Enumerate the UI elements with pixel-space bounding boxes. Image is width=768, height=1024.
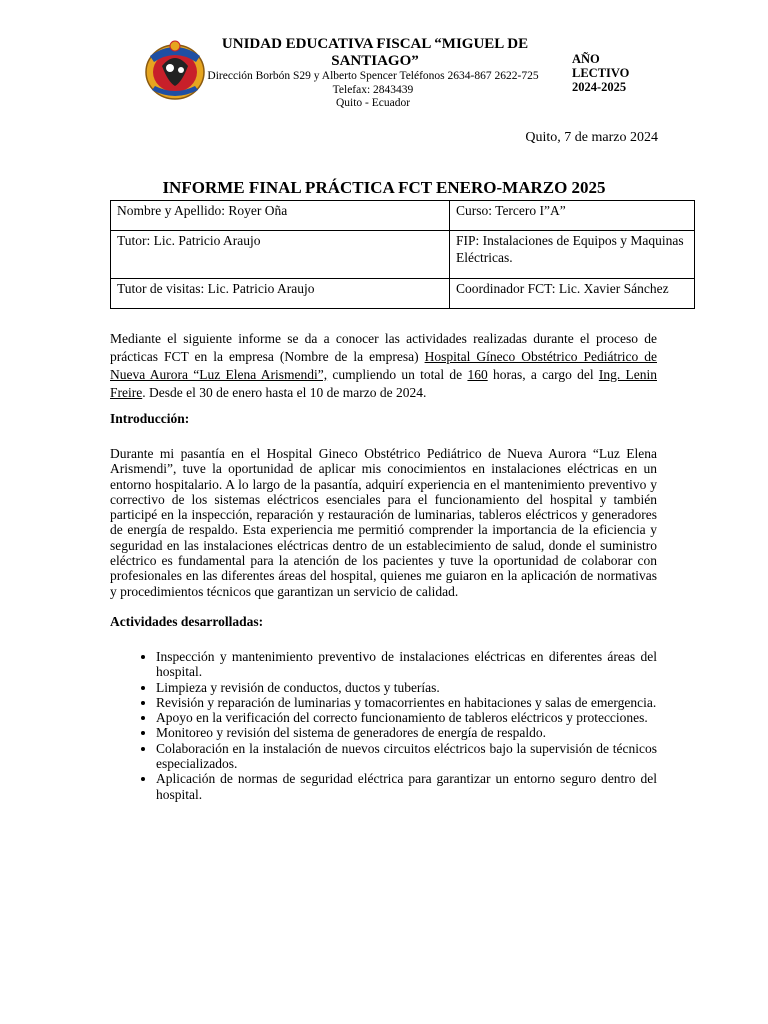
- summary-text: cumpliendo un total de: [327, 367, 468, 382]
- intro-heading: Introducción:: [110, 411, 190, 426]
- school-year-block: [572, 52, 629, 94]
- year-value: 2024-2025: [572, 80, 627, 94]
- summary-text: Mediante el siguiente informe se da a conocer las actividades realizadas durante el proceso de prácticas FCT en la empresa (Nombre de la empresa): [110, 331, 657, 364]
- report-body: [110, 330, 657, 802]
- list-item: • Aplicación de normas de seguridad eléctrica para garantizar un entorno seguro dentro del hospital.: [156, 771, 657, 802]
- city-line: Quito - Ecuador: [335, 97, 411, 109]
- year-label-1: AÑO: [572, 52, 600, 66]
- table-cell: FIP: Instalaciones de Equipos y Maquinas Eléctricas.: [450, 231, 695, 279]
- school-contact: [198, 70, 548, 111]
- table-cell: Tutor de visitas: Lic. Patricio Araujo: [111, 279, 450, 309]
- letterhead: [140, 36, 640, 116]
- fax-line: Telefax: 2843439: [332, 83, 414, 96]
- list-item: • Apoyo en la verificación del correcto funcionamiento de tableros eléctricos y protecciones.: [156, 710, 657, 725]
- table-cell: Nombre y Apellido: Royer Oña: [111, 201, 450, 231]
- activities-list: [110, 649, 657, 802]
- table-cell: Coordinador FCT: Lic. Xavier Sánchez: [450, 279, 695, 309]
- total-hours: 160: [467, 367, 488, 382]
- report-title: INFORME FINAL PRÁCTICA FCT ENERO-MARZO 2025: [162, 178, 606, 197]
- summary-paragraph: [110, 330, 657, 402]
- student-info-table: [110, 200, 695, 309]
- list-item: • Colaboración en la instalación de nuevos circuitos eléctricos bajo la supervisión de técnicos especializados.: [156, 741, 657, 772]
- list-item: • Monitoreo y revisión del sistema de generadores de energía de respaldo.: [156, 725, 657, 740]
- list-item: • Limpieza y revisión de conductos, ductos y tuberías.: [156, 680, 657, 695]
- supervisor-name: Ing. Lenin Freire: [110, 367, 657, 400]
- activities-heading: Actividades desarrolladas:: [110, 613, 264, 629]
- school-name: UNIDAD EDUCATIVA FISCAL “MIGUEL DE SANTIAGO”: [221, 36, 529, 69]
- list-item: • Inspección y mantenimiento preventivo de instalaciones eléctricas en diferentes áreas del hospital.: [156, 649, 657, 680]
- company-name: Hospital Gíneco Obstétrico Pediátrico de Nueva Aurora “Luz Elena Arismendi”,: [110, 349, 657, 382]
- list-item: • Revisión y reparación de luminarias y tomacorrientes en habitaciones y salas de emergencia.: [156, 695, 657, 710]
- table-cell: Curso: Tercero I”A”: [450, 201, 695, 231]
- summary-text: horas, a cargo del: [487, 367, 599, 382]
- table-row: [111, 231, 695, 279]
- year-label-2: LECTIVO: [572, 66, 630, 80]
- table-cell: Tutor: Lic. Patricio Araujo: [111, 231, 450, 279]
- table-row: [111, 279, 695, 309]
- intro-paragraph: Durante mi pasantía en el Hospital Gineco Obstétrico Pediátrico de Nueva Aurora “Luz Elena Arismendi”, tuve la oportunidad de aplicar mis conocimientos en instalaciones eléctricas en un entorno hospitalario. A lo largo de la pasantía, adquirí experiencia en el mantenimiento preventivo y correctivo de los sistemas eléctricos esenciales para el funcionamiento del hospital y también participé en la inspección, reparación y restauración de luminarias, tableros eléctricos y generadores de energía de respaldo. Esta experiencia me permitió comprender la importancia de la eficiencia y seguridad en las instalaciones eléctricas dentro de un establecimiento de salud, donde el suministro eléctrico es fundamental para la atención de los pacientes y tuve la oportunidad de colaborar con profesionales en las diferentes áreas del hospital, quienes me guiaron en la aplicación de normativas y procedimientos técnicos que garantizan un servicio de calidad.: [110, 446, 657, 599]
- report-date: Quito, 7 de marzo 2024: [525, 130, 658, 145]
- summary-text: . Desde el 30 de enero hasta el 10 de marzo de 2024.: [142, 385, 427, 400]
- table-row: [111, 201, 695, 231]
- address-line: Dirección Borbón S29 y Alberto Spencer Teléfonos 2634-867 2622-725: [207, 70, 539, 82]
